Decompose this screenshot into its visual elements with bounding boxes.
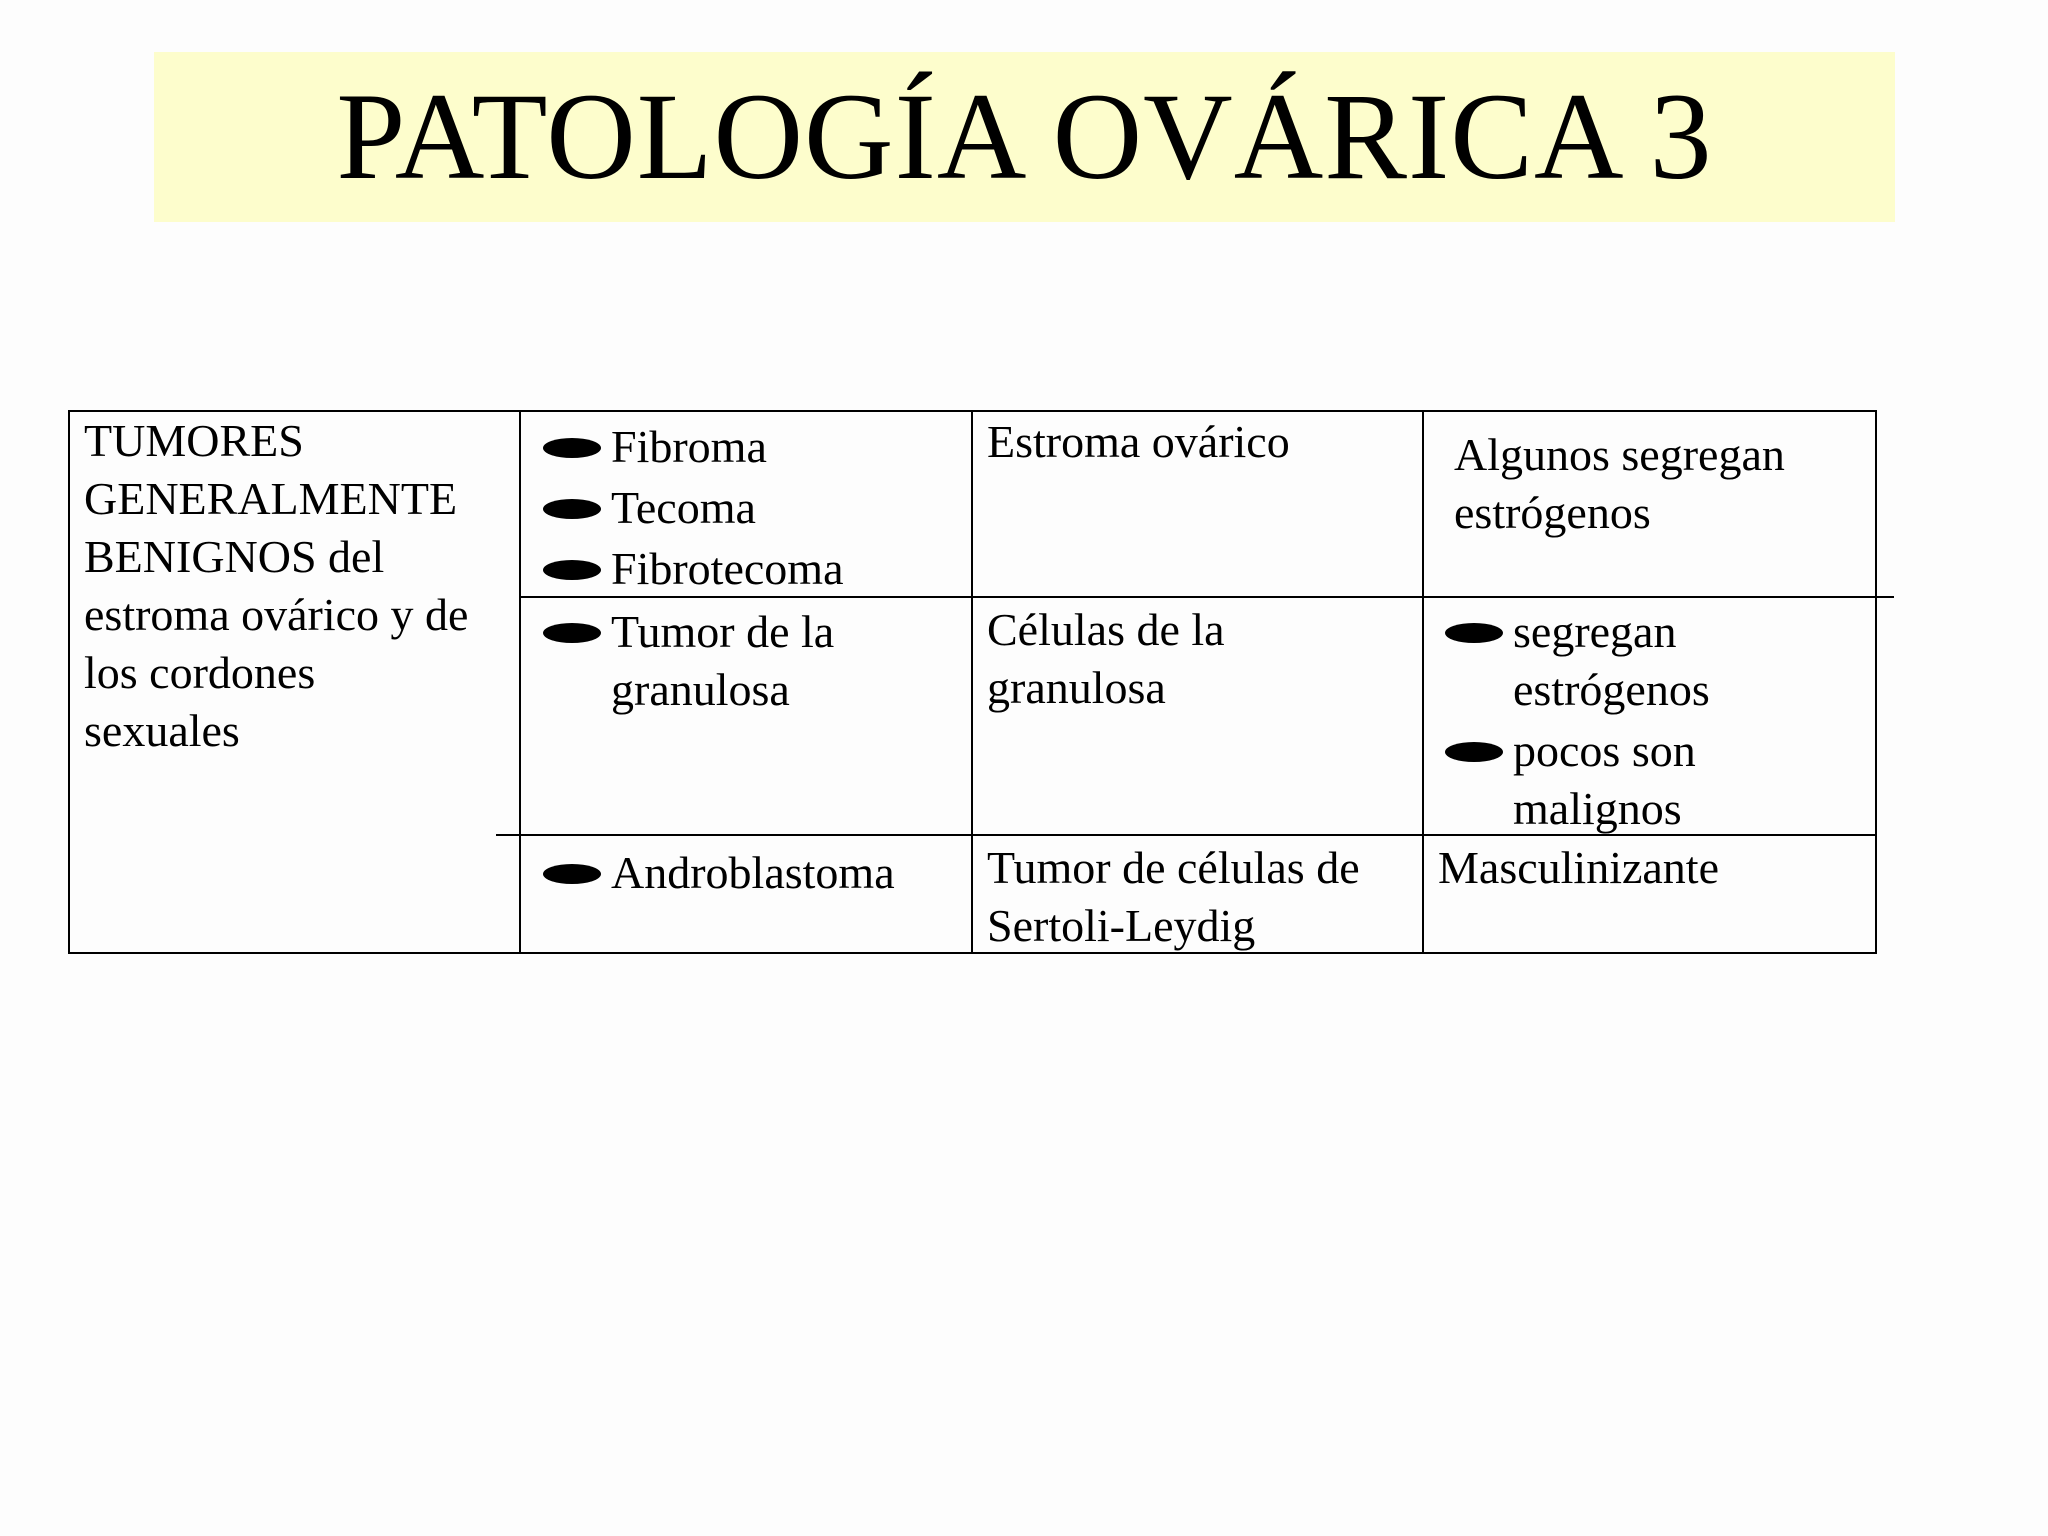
- bullet-icon: [543, 499, 601, 519]
- slide-title: PATOLOGÍA OVÁRICA 3: [336, 68, 1713, 205]
- notes-line-continued: estrógenos: [1513, 664, 1710, 715]
- tumor-name: Tecoma: [611, 482, 756, 533]
- origin-cell: [987, 413, 1290, 471]
- bullet-icon: [1445, 742, 1503, 762]
- category-line: los cordones: [84, 647, 316, 698]
- notes-line: Algunos segregan: [1454, 429, 1785, 480]
- tumor-name: Tumor de la: [611, 606, 835, 657]
- tumor-name: Fibroma: [611, 421, 767, 472]
- category-line: TUMORES: [84, 415, 304, 466]
- tumor-cell: [543, 418, 963, 598]
- bullet-icon: [1445, 623, 1503, 643]
- bullet-icon: [543, 438, 601, 458]
- column-divider: [971, 410, 973, 954]
- origin-cell: [987, 839, 1360, 955]
- origin-line: Células de la: [987, 604, 1225, 655]
- bullet-icon: [543, 623, 601, 643]
- notes-cell: [1445, 603, 1865, 843]
- category-line: estroma ovárico y de: [84, 589, 469, 640]
- notes-line: pocos son: [1513, 725, 1696, 776]
- notes-cell: [1438, 839, 1719, 897]
- notes-line: estrógenos: [1454, 487, 1651, 538]
- bullet-icon: [543, 560, 601, 580]
- title-band: [154, 52, 1895, 222]
- notes-line-continued: malignos: [1513, 783, 1682, 834]
- origin-line: granulosa: [987, 662, 1166, 713]
- tumor-name: Fibrotecoma: [611, 543, 844, 594]
- origin-cell: [987, 601, 1225, 717]
- table-border-right: [1875, 410, 1877, 954]
- notes-cell: [1454, 426, 1785, 542]
- tumor-name-continued: granulosa: [611, 664, 790, 715]
- column-divider: [1422, 410, 1424, 954]
- tumor-cell: [543, 844, 963, 914]
- origin-line: Estroma ovárico: [987, 416, 1290, 467]
- column-divider: [519, 410, 521, 954]
- category-cell: [84, 412, 468, 760]
- notes-line: segregan: [1513, 606, 1677, 657]
- table-border-left: [68, 410, 70, 954]
- origin-line: Tumor de células de: [987, 842, 1360, 893]
- origin-line: Sertoli-Leydig: [987, 900, 1256, 951]
- tumor-name: Androblastoma: [611, 847, 895, 898]
- category-line: BENIGNOS del: [84, 531, 385, 582]
- category-line: GENERALMENTE: [84, 473, 458, 524]
- notes-line: Masculinizante: [1438, 842, 1720, 893]
- bullet-icon: [543, 864, 601, 884]
- category-line: sexuales: [84, 705, 240, 756]
- tumor-cell: [543, 603, 963, 733]
